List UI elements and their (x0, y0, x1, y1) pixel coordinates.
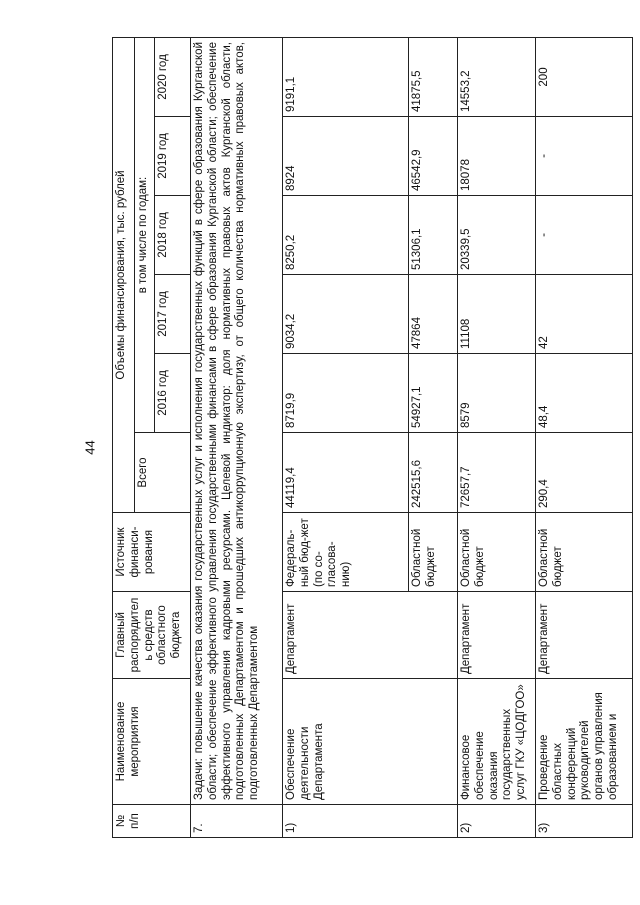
row-num: 1) (283, 805, 458, 838)
cell-2017: 42 (536, 275, 633, 354)
row-manager: Департамент (458, 592, 536, 679)
header-total: Всего (135, 433, 191, 513)
cell-2019: 46542,9 (409, 117, 458, 196)
cell-total: 290,4 (536, 433, 633, 513)
header-row-1 (113, 38, 135, 838)
cell-2016: 8579 (458, 354, 536, 433)
cell-2020: 9191,1 (283, 38, 409, 117)
cell-2016: 48,4 (536, 354, 633, 433)
cell-2020: 41875,5 (409, 38, 458, 117)
cell-2018: - (536, 196, 633, 275)
row-source: Областной бюджет (409, 513, 458, 592)
table-row (283, 38, 409, 838)
cell-2016: 54927,1 (409, 354, 458, 433)
row-name: Проведение областных конференций руководителей органов управления образованием и (536, 679, 633, 805)
header-year: 2020 год (155, 38, 191, 117)
row-source: Областной бюджет (536, 513, 633, 592)
row-source: Федераль-ный бюд-жет (по со-гласова-нию) (283, 513, 409, 592)
section-num: 7. (191, 805, 283, 838)
cell-2017: 47864 (409, 275, 458, 354)
header-year: 2016 год (155, 354, 191, 433)
header-year: 2019 год (155, 117, 191, 196)
header-num: № п/п (113, 805, 191, 838)
section-tasks: Задачи: повышение качества оказания государственных услуг и исполнения государственных функций в сфере образования Курганской области; обеспечение эффективного управления государственными финансами в сфере образования Курганской области; обеспечение эффективного управления кадровыми ресурсами. Целевой индикатор: доля нормативных правовых актов Курганской области, подготовленных Департаментом и прошедших антикоррупционную экспертизу, от общего количества нормативных правовых актов, подготовленных Департаментом (191, 38, 283, 805)
row-num: 2) (458, 805, 536, 838)
cell-2018: 8250,2 (283, 196, 409, 275)
table-row (536, 38, 633, 838)
cell-total: 72657,7 (458, 433, 536, 513)
cell-2016: 8719,9 (283, 354, 409, 433)
financing-table (112, 37, 633, 838)
cell-2018: 20339,5 (458, 196, 536, 275)
rotated-table-wrapper (112, 38, 632, 838)
cell-total: 242515,6 (409, 433, 458, 513)
cell-2019: 8924 (283, 117, 409, 196)
row-source: Областной бюджет (458, 513, 536, 592)
row-name: Финансовое обеспечение оказания государственных услуг ГКУ «ЦОДГОО» (458, 679, 536, 805)
cell-2018: 51306,1 (409, 196, 458, 275)
cell-2020: 14553,2 (458, 38, 536, 117)
header-year: 2017 год (155, 275, 191, 354)
cell-2017: 9034,2 (283, 275, 409, 354)
cell-total: 44119,4 (283, 433, 409, 513)
cell-2017: 11108 (458, 275, 536, 354)
page-number: 44 (82, 440, 98, 455)
row-num: 3) (536, 805, 633, 838)
section-row (191, 38, 283, 838)
cell-2019: - (536, 117, 633, 196)
header-manager: Главный распорядитель средств областного бюджета (113, 592, 191, 679)
row-manager: Департамент (536, 592, 633, 679)
cell-2020: 200 (536, 38, 633, 117)
header-year: 2018 год (155, 196, 191, 275)
row-name: Обеспечение деятельности Департамента (283, 679, 458, 805)
header-by-years: в том числе по годам: (135, 38, 155, 433)
header-source: Источник финанси-рования (113, 513, 191, 592)
cell-2019: 18078 (458, 117, 536, 196)
table-row (458, 38, 536, 838)
header-name: Наименование мероприятия (113, 679, 191, 805)
row-manager: Департамент (283, 592, 458, 679)
header-volume: Объемы финансирования, тыс. рублей (113, 38, 135, 513)
